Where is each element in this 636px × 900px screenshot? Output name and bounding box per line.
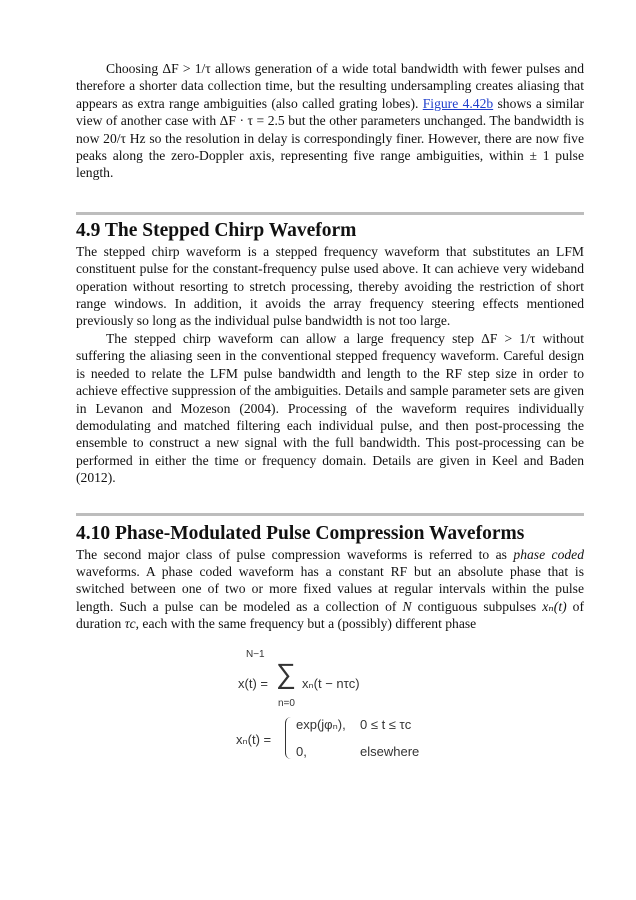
p410-var-n: N — [402, 598, 412, 614]
section-4-10-paragraph-1 — [76, 546, 584, 633]
case-1-expression: exp(jφₙ), — [296, 716, 346, 732]
p410-var-x: xₙ(t) — [542, 598, 567, 614]
section-heading-4-10: 4.10 Phase-Modulated Pulse Compression Waveforms — [76, 522, 525, 544]
p410-text-c: contiguous subpulses — [411, 598, 543, 614]
intro-text-b: shows a similar view of another case with ΔF · τ = 2.5 but the other parameters unchanged. The bandwidth is now 20/τ Hz so the resolution in delay is correspondingly finer. However, there are now five peaks along the zero-Doppler axis, representing five range ambiguities, within ± 1 pulse length. — [76, 95, 584, 181]
p410-em-phase-coded: phase coded — [513, 546, 585, 562]
p410-text-d: of duration — [76, 598, 584, 632]
equation-lhs-2: xₙ(t) = — [236, 731, 272, 747]
case-2-condition: elsewhere — [360, 743, 420, 759]
equation-block — [76, 643, 584, 759]
p410-text-e: , each with the same frequency but a (possibly) different phase — [135, 616, 477, 632]
section-4-9-paragraph-1: The stepped chirp waveform is a stepped frequency waveform that substitutes an LFM constituent pulse for the constant-frequency pulse used above. It can achieve very wideband operation without resorting to stretch processing, thereby avoiding the restriction of short range windows. In addition, it avoids the array frequency steering effects mentioned previously so long as the individual pulse bandwidth is not too large. — [76, 243, 584, 329]
p410-text-b: waveforms. A phase coded waveform has a constant RF but an absolute phase that is switched between one of two or more fixed values at regular intervals within the pulse length. Such a pulse can be modeled as a collection of — [76, 563, 584, 614]
section-heading-4-9: 4.9 The Stepped Chirp Waveform — [76, 219, 357, 241]
sum-upper-limit: N−1 — [246, 648, 265, 660]
p410-var-tau: τc — [124, 616, 136, 632]
section-4-9-paragraph-2: The stepped chirp waveform can allow a large frequency step ΔF > 1/τ without suffering the aliasing seen in the conventional stepped frequency waveform. Careful design is needed to relate the LFM pulse bandwidth and length to the RF step size in order to achieve effective suppression of the ambiguities. Details and sample parameter sets are given in Levanon and Mozeson (2004). Processing of the waveform requires individually demodulating and matched filtering each individual pulse, and then post-processing the ensemble to construct a new signal with the full bandwidth. This post-processing can be performed in either the time or frequency domain. Details are given in Keel and Baden (2012). — [76, 330, 584, 486]
sigma-symbol: ∑ — [276, 657, 296, 689]
equation-rhs-1: xₙ(t − nτc) — [302, 675, 360, 691]
case-1-condition: 0 ≤ t ≤ τc — [360, 716, 412, 732]
p410-text-a: The second major class of pulse compression waveforms is referred to as — [76, 546, 514, 562]
intro-text-a: Choosing ΔF > 1/τ allows generation of a wide total bandwidth with fewer pulses and therefore a shorter data collection time, but the resulting undersampling creates aliasing that appears as extra range ambiguities (also called grating lobes). — [76, 61, 584, 111]
equation-lhs-1: x(t) = — [238, 675, 268, 691]
intro-paragraph — [76, 60, 584, 182]
sum-lower-limit: n=0 — [278, 697, 295, 709]
figure-link[interactable]: Figure 4.42b — [422, 95, 494, 111]
case-2-expression: 0, — [296, 743, 307, 759]
page-body — [76, 60, 585, 759]
piecewise-brace — [285, 717, 296, 759]
